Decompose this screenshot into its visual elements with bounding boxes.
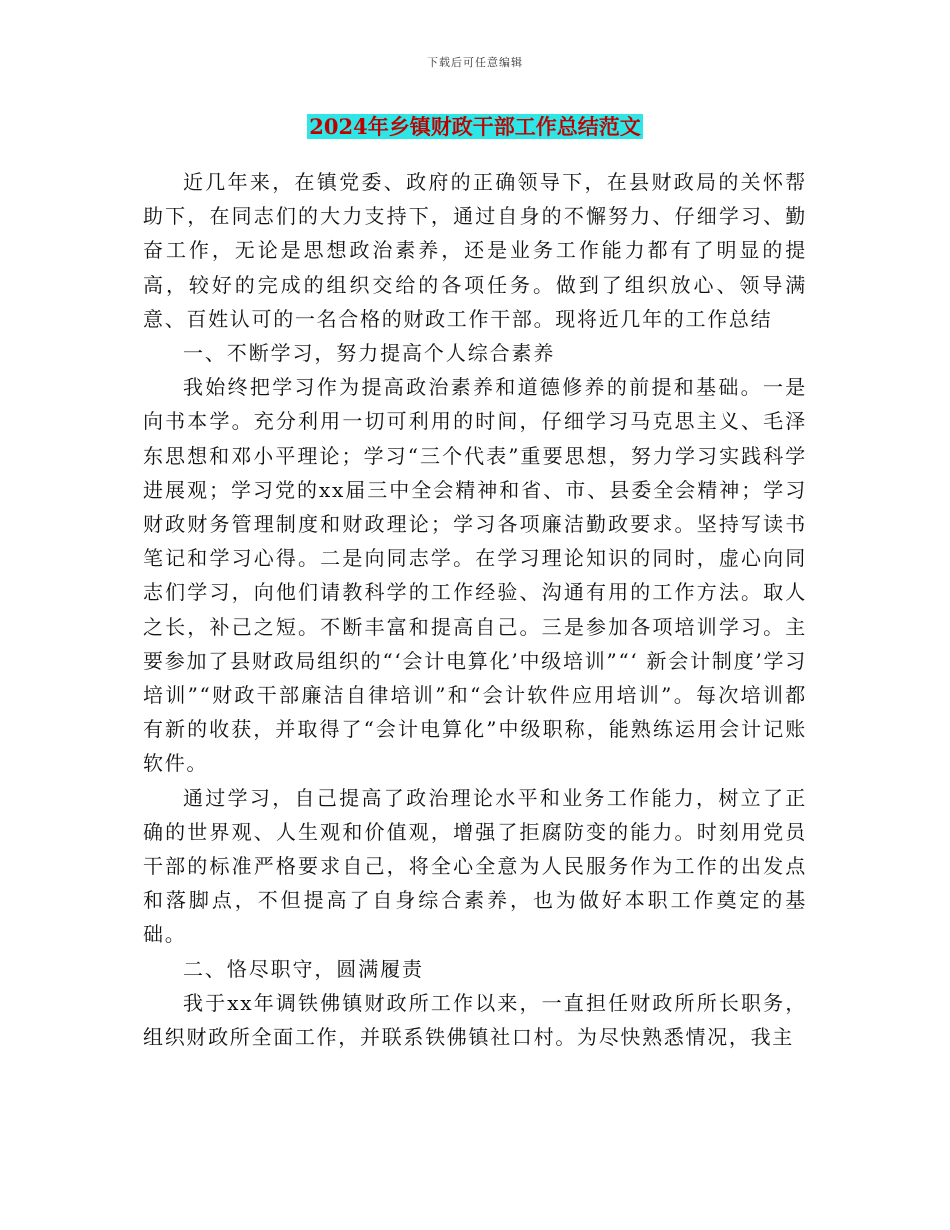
section-heading-1: 一、不断学习，努力提高个人综合素养 xyxy=(183,341,556,366)
section-heading-2: 二、恪尽职守，圆满履责 xyxy=(183,956,424,981)
paragraph-learning: 我始终把学习作为提高政治素养和道德修养的前提和基础。一是向书本学。充分利用一切可利用的时间，仔细学习马克思主义、毛泽东思想和邓小平理论；学习“三个代表”重要思想，努力学习实践科学进展观；学习党的xx届三中全会精神和省、市、县委全会精神；学习财政财务管理制度和财政理论；学习各项廉洁勤政要求。坚持写读书笔记和学习心得。二是向同志学。在学习理论知识的同时，虚心向同志们学习，向他们请教科学的工作经验、沟通有用的工作方法。取人之长，补己之短。不断丰富和提高自己。三是参加各项培训学习。主要参加了县财政局组织的“‘会计电算化’中级培训”“‘ 新会计制度’学习培训”“财政干部廉洁自律培训”和“会计软件应用培训”。每次培训都有新的收获，并取得了“会计电算化”中级职称，能熟练运用会计记账软件。 xyxy=(143,375,807,776)
document-title xyxy=(0,112,950,142)
paragraph-intro: 近几年来，在镇党委、政府的正确领导下，在县财政局的关怀帮助下，在同志们的大力支持下，通过自身的不懈努力、仔细学习、勤奋工作，无论是思想政治素养，还是业务工作能力都有了明显的提高，较好的完成的组织交给的各项任务。做到了组织放心、领导满意、百姓认可的一名合格的财政工作干部。现将近几年的工作总结 xyxy=(143,170,807,331)
page-header-note: 下载后可任意编辑 xyxy=(427,56,523,69)
document-body xyxy=(143,165,807,1054)
paragraph-learning-result: 通过学习，自己提高了政治理论水平和业务工作能力，树立了正确的世界观、人生观和价值观，增强了拒腐防变的能力。时刻用党员干部的标准严格要求自己，将全心全意为人民服务作为工作的出发点和落脚点，不但提高了自身综合素养，也为做好本职工作奠定的基础。 xyxy=(143,785,807,947)
paragraph-duties: 我于xx年调铁佛镇财政所工作以来，一直担任财政所所长职务，组织财政所全面工作，并联系铁佛镇社口村。为尽快熟悉情况，我主 xyxy=(143,990,807,1050)
document-title-text: 2024年乡镇财政干部工作总结范文 xyxy=(309,114,641,139)
